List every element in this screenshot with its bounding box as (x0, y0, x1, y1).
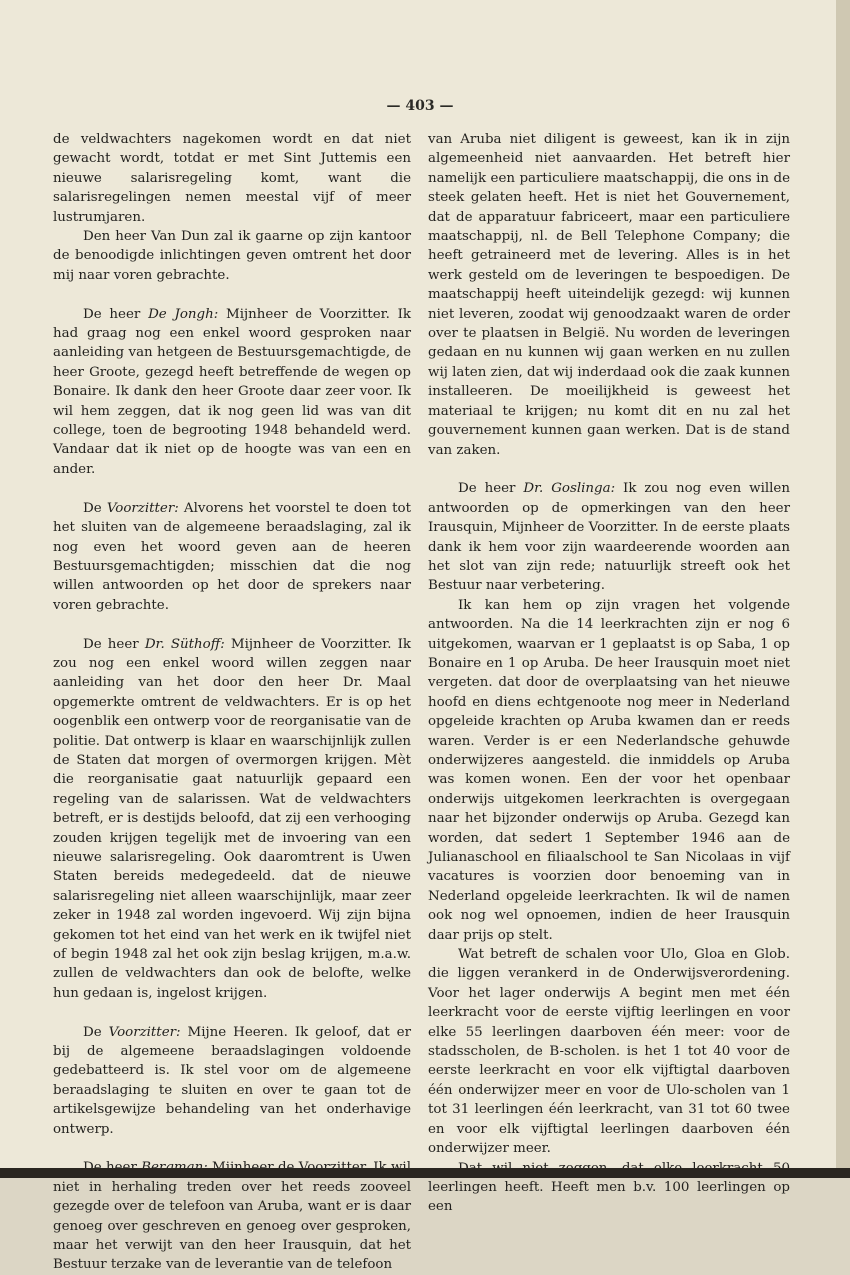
page-number: — 403 — (386, 98, 454, 114)
right-column (428, 130, 790, 1217)
speaker-name: De Jongh: (148, 306, 219, 322)
paragraph: Den heer Van Dun zal ik gaarne op zijn kantoor de benoodigde inlichtingen geven omtrent het door mij naar voren gebrachte. (53, 229, 411, 283)
paragraph: leerlingen heeft. Heeft men b.v. 100 leerlingen op een (428, 1179, 790, 1215)
paragraph: van Aruba niet diligent is geweest, kan ik in zijn algemeenheid niet aanvaarden. Het betreft hier namelijk een particuliere maatschappij, die ons in de steek gelaten heeft. Het is niet het Gouvernement, dat de apparatuur fabriceert, maar een particuliere maatschappij, nl. de Bell Telephone Company; die heeft getraineerd met de levering. Alles is in het werk gesteld om de leveringen te bespoedigen. De maatschappij heeft uiteindelijk gezegd: wij kunnen niet leveren, zoodat wij genoodzaakt waren de order over te plaatsen in België. Nu worden de leveringen gedaan en nu kunnen wij gaan werken en nu zullen wij laten zien, dat wij inderdaad ook die zaak kunnen installeeren. De moeilijkheid is geweest het materiaal te krijgen; nu komt dit en nu zal het gouvernement kunnen gaan werken. Dat is de stand van zaken. (428, 132, 790, 458)
paragraph: de veldwachters nagekomen wordt en dat niet gewacht wordt, totdat er met Sint Juttemis een nieuwe salarisregeling komt, want die salarisregelingen nemen meestal vijf of meer lustrumjaren. (53, 132, 411, 225)
left-column (53, 130, 411, 1275)
paragraph: niet in herhaling treden over het reeds zooveel gezegde over de telefoon van Aruba, want er is daar genoeg over geschreven en genoeg over gesproken, maar het verwijt van den heer Irausquin, dat het Bestuur terzake van de leverantie van de telefoon (53, 1158, 411, 1274)
paragraph: De heer Dr. Süthoff: Mijnheer de Voorzitter. Ik zou nog een enkel woord willen zeggen naar aanleiding van het door den heer Dr. Maal opgemerkte omtrent de veldwachters. Er is op het oogenblik een ontwerp voor de reorganisatie van de politie. Dat ontwerp is klaar en waarschijnlijk zullen de Staten dat morgen of overmorgen krijgen. Mèt die reorganisatie gaat natuurlijk gepaard een regeling van de salarissen. Wat de veldwachters betreft, er is destijds beloofd, dat zij een verhooging zouden krijgen tegelijk met de invoering van een nieuwe salarisregeling. Ook daaromtrent is Uwen Staten bereids medegedeeld. dat de nieuwe salarisregeling niet alleen waarschijnlijk, maar zeer zeker in 1948 zal worden ingevoerd. Wij zijn bijna gekomen tot het eind van het werk en ik twijfel niet of begin 1948 zal het ook zijn beslag krijgen, m.a.w. zullen de veldwachters dan ook de belofte, welke hun gedaan is, ingelost krijgen. (53, 636, 411, 1001)
speaker-name: Voorzitter: (108, 1024, 181, 1040)
paragraph: De heer Dr. Goslinga: Ik zou nog even willen antwoorden op de opmerkingen van den heer Irausquin, Mijnheer de Voorzitter. In de eerste plaats dank ik hem voor zijn waardeerende woorden aan het slot van zijn rede; natuurlijk streeft ook het Bestuur naar verbetering. (428, 481, 790, 594)
speaker-name: Dr. Süthoff: (144, 636, 225, 652)
paragraph: Wat betreft de schalen voor Ulo, Gloa en Glob. die liggen verankerd in de Onderwijsverordening. Voor het lager onderwijs A begint men met één leerkracht voor de eerste vijftig leerlingen en voor elke 55 leerlingen daarboven één meer: voor de stadsscholen, de B-scholen. is het 1 tot 40 voor de eerste leerkracht en voor elk vijftigtal daarboven één onderwijzer meer en voor de Ulo-scholen van 1 tot 31 leerlingen één leerkracht, van 31 tot 60 twee en voor elk vijftigtal leerlingen daarboven één onderwijzer meer. (428, 947, 790, 1157)
speaker-name: Voorzitter: (106, 500, 179, 516)
speaker-name: Dr. Goslinga: (523, 481, 616, 497)
paragraph: De Voorzitter: Alvorens het voorstel te doen tot het sluiten van de algemeene beraadslaging, zal ik nog even het woord geven aan de heeren Bestuursgemachtigden; misschien dat die nog willen antwoorden op het door de sprekers naar voren gebrachte. (53, 500, 411, 613)
paragraph: De Voorzitter: Mijne Heeren. Ik geloof, dat er bij de algemeene beraadslagingen voldoende gedebatteerd is. Ik stel voor om de algemeene beraadslaging te sluiten en over te gaan tot de artikelsgewijze behandeling van het onderhavige ontwerp. (53, 1024, 411, 1137)
paragraph: Ik kan hem op zijn vragen het volgende antwoorden. Na die 14 leerkrachten zijn er nog 6 uitgekomen, waarvan er 1 geplaatst is op Saba, 1 op Bonaire en 1 op Aruba. De heer Irausquin moet niet vergeten. dat door de overplaatsing van het nieuwe hoofd en diens echtgenoote nog meer in Nederland opgeleide krachten op Aruba kwamen dan er reeds waren. Verder is er een Nederlandsche gehuwde onderwijzeres aangesteld. die inmiddels op Aruba was komen wonen. Een der voor het openbaar onderwijs uitgekomen leerkrachten is overgegaan naar het bijzonder onderwijs op Aruba. Gezegd kan worden, dat sedert 1 September 1946 aan de Julianaschool en filiaalschool te San Nicolaas in vijf vacatures is voorzien door benoeming van in Nederland opgeleide leerkrachten. Ik wil de namen ook nog wel opnoemen, indien de heer Irausquin daar prijs op stelt. (428, 597, 790, 943)
paragraph: De heer De Jongh: Mijnheer de Voorzitter. Ik had graag nog een enkel woord gesproken naar aanleiding van hetgeen de Bestuursgemachtigde, de heer Groote, gezegd heeft betreffende de wegen op Bonaire. Ik dank den heer Groote daar zeer voor. Ik wil hem zeggen, dat ik nog geen lid was van dit college, toen de begrooting 1948 behandeld werd. Vandaar dat ik niet op de hoogte was van een en ander. (53, 306, 411, 477)
scan-edge (0, 1168, 850, 1178)
